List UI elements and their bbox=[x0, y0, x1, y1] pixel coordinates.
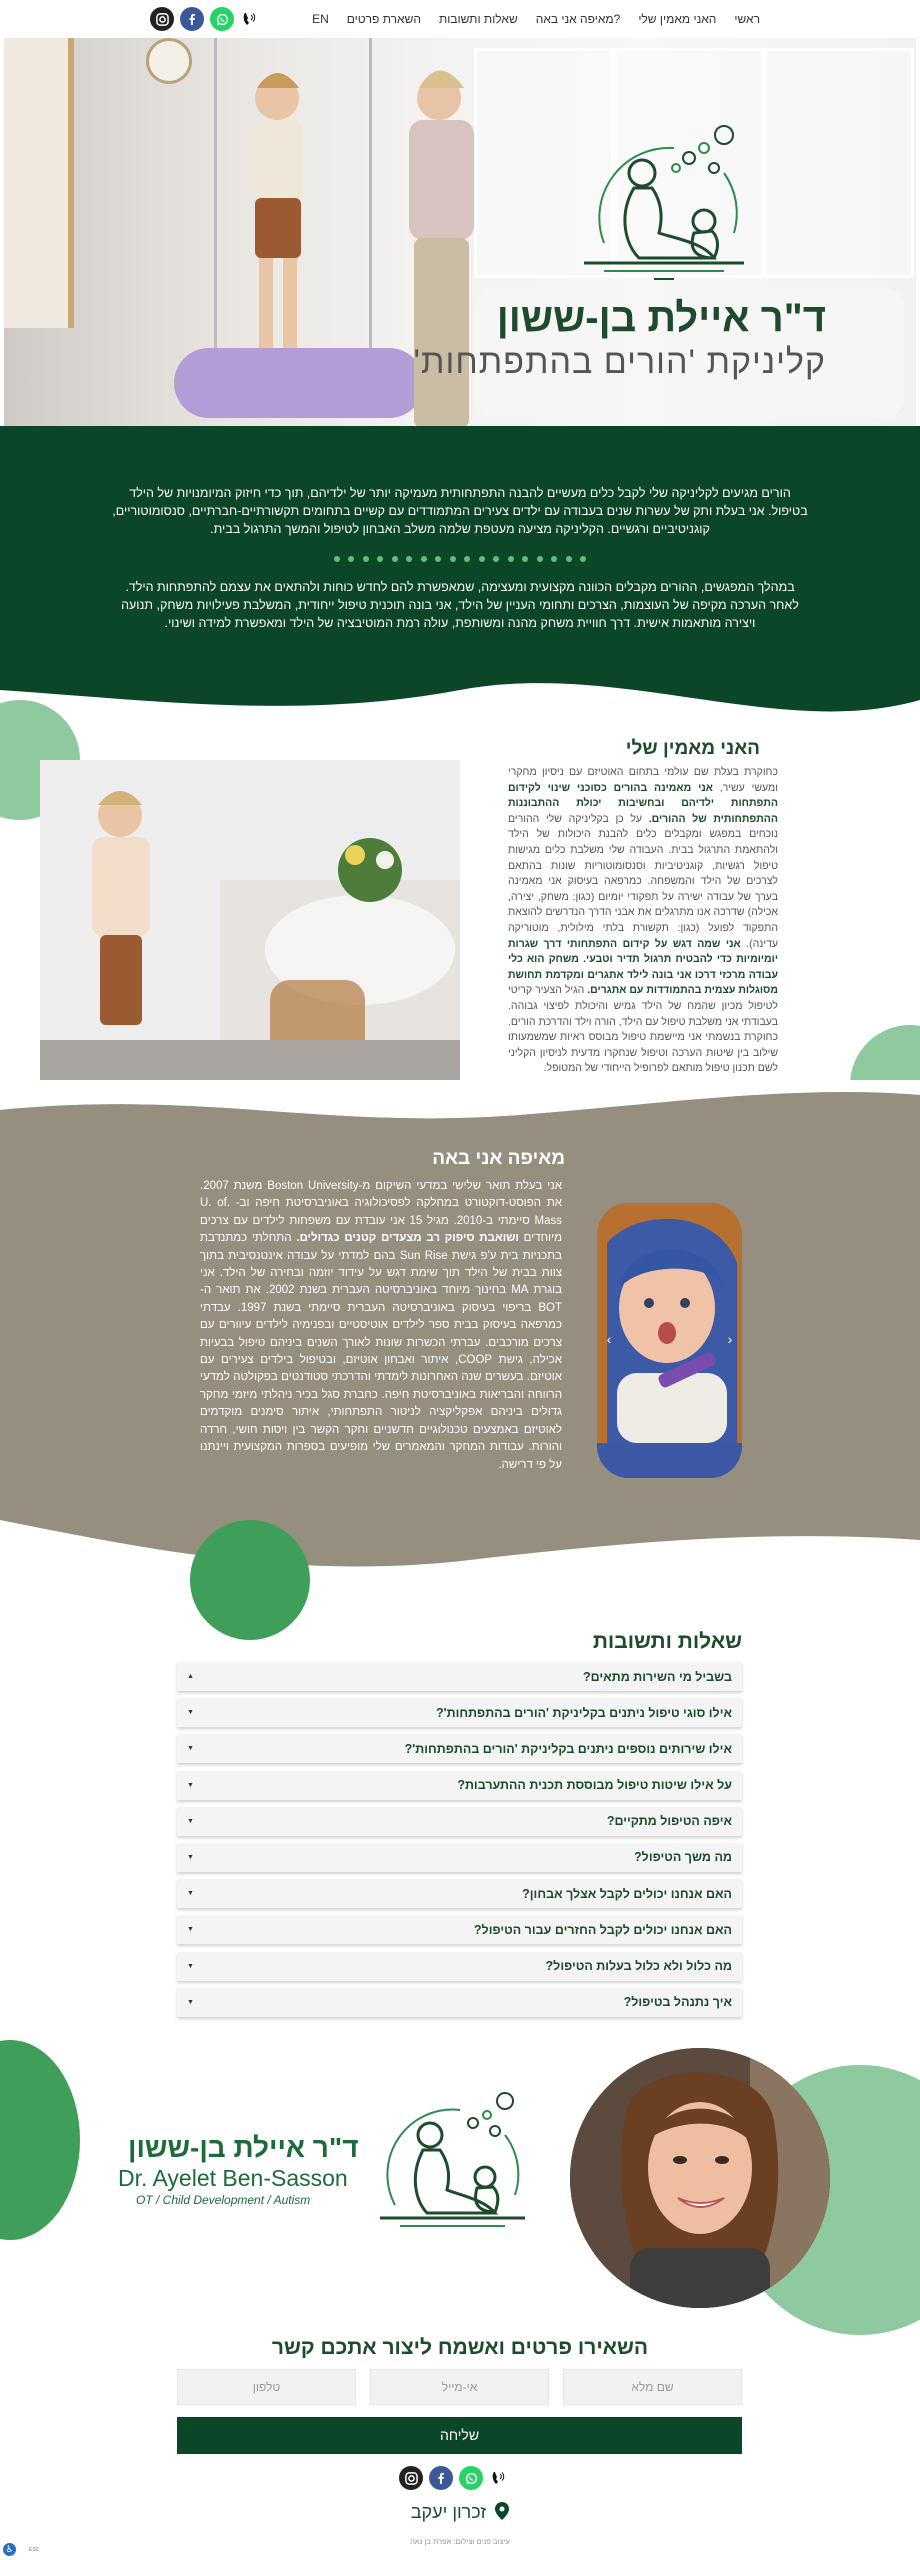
divider-dot bbox=[522, 556, 528, 562]
text-segment: ושואבת סיפוק רב מצעדים קטנים כגדולים. bbox=[296, 1232, 519, 1245]
faq-question: בשביל מי השירות מתאים? bbox=[583, 1669, 732, 1684]
caret-up-icon: ▲ bbox=[187, 1673, 194, 1680]
profile-photo bbox=[570, 2048, 830, 2308]
caret-down-icon: ▼ bbox=[187, 1998, 194, 2006]
whatsapp-icon[interactable] bbox=[459, 2466, 483, 2490]
divider-dot bbox=[580, 556, 586, 562]
divider-dot bbox=[493, 556, 499, 562]
location bbox=[0, 2502, 920, 2523]
text-segment: אני שמה דגש על קידום התפתחותי דרך שגרות יומיומיות כדי להבטיח תרגול תדיר וטבעי. משחק הוא כלי עבודה מרכזי דרכו אני בונה לילד אתגרים ומקדמת תחושת מסוגלות עצמית בהתמודדות עם אתגרים. bbox=[508, 937, 778, 997]
hero-title: ד"ר איילת בן-ששון bbox=[496, 296, 826, 340]
contact-title: השאירו פרטים ואשמח ליצור אתכם קשר bbox=[271, 2336, 649, 2359]
faq-item[interactable] bbox=[177, 1843, 742, 1872]
text-segment: כחוקרת בעלת שם עולמי בתחום האוטיזם עם ניסיון מחקרי ומעשי עשיר, bbox=[508, 766, 778, 794]
caret-down-icon: ▼ bbox=[187, 1817, 194, 1825]
divider-dot bbox=[377, 556, 383, 562]
divider-dot bbox=[551, 556, 557, 562]
divider-dot bbox=[537, 556, 543, 562]
caret-down-icon: ▼ bbox=[187, 1926, 194, 1934]
about-title: האני מאמין שלי bbox=[625, 738, 760, 759]
footer-social-links bbox=[399, 2466, 507, 2490]
faq-item[interactable] bbox=[177, 1807, 742, 1836]
faq-item[interactable] bbox=[177, 1771, 742, 1800]
nav-item-home[interactable]: ראשי bbox=[734, 12, 760, 26]
faq-question: על אילו שיטות טיפול מבוססת תכנית ההתערבות? bbox=[457, 1778, 732, 1793]
hero-photo-child bbox=[229, 58, 324, 368]
text-segment: אני בעלת תואר שלישי במדעי השיקום מ-Boston University משנת 2007. את הפוסט-דוקטורט במחלקה לפסיכולוגיה באוניברסיטת חיפה וב- .U. of Mass סיימתי ב-2010. מגיל 15 אני עובדת עם משפחות לילדים עם צרכים מיוחדים bbox=[200, 1180, 563, 1245]
caret-down-icon: ▼ bbox=[187, 1709, 194, 1717]
nav-social-links bbox=[150, 7, 258, 31]
caret-down-icon: ▼ bbox=[187, 1962, 194, 1970]
email-field[interactable] bbox=[370, 2369, 549, 2405]
divider-dot bbox=[406, 556, 412, 562]
faq-title: שאלות ותשובות bbox=[592, 1630, 742, 1653]
decorative-circle bbox=[190, 1520, 310, 1640]
facebook-icon[interactable] bbox=[180, 7, 204, 31]
decorative-circle bbox=[0, 2040, 80, 2240]
top-navigation bbox=[0, 0, 920, 38]
faq-question: מה משך הטיפול? bbox=[634, 1850, 732, 1865]
faq-item[interactable] bbox=[177, 1734, 742, 1763]
faq-question: איך נתנהל בטיפול? bbox=[623, 1995, 732, 2010]
text-segment: התחלתי כמתנדבת בתכניות בית ע'פ גישת Sun Rise בהם למדתי על עבודה אינטנסיבית בתוך צוות בבית של הילד תוך שימת דגש על עידוד יוזמה ובחירה של הילד. אני בוגרת MA בחינוך מיוחד באוניברסיטה העברית בשנת 2002. את תואר ה- BOT בריפוי בעיסוק באוניברסיטה העברית סיימתי בשנת 1997. עבדתי כמרפאה בעיסוק בבית ספר לילדים אוטיסטיים ובפנימיה לילדים עיוורים עם צרכים מורכבים. עברתי הכשרות שונות לאורך השנים ביניהם טיפול בבעיות אכילה, גישת COOP, איתור ואבחון אוטיזם, ובטיפול בילדים צעירים עם אוטיזם. בעשרים שנה האחרונות לימדתי והדרכתי סטודנטים בפקולטה למדעי הרווחה והבריאות באוניברסיטת חיפה. כחברת סגל בכיר ניהלתי מיזמי מחקר גדולים ביניהם אפקליקציה לניטור התפתחותי, איתור סימנים מוקדמים לאוטיזם באמצעים טכנולוגיים חדשניים וחקר הקשר בין ויסות חושי, חרדה והורות. עבודות המחקר והמאמרים שלי מופיעים בספרות המקצועית ויינתנו על פי דרישה. bbox=[200, 1232, 563, 1471]
phone-field[interactable] bbox=[177, 2369, 356, 2405]
divider-dot bbox=[392, 556, 398, 562]
profile-name-english: Dr. Ayelet Ben-Sasson bbox=[118, 2165, 348, 2191]
hero-subtitle: קליניקת 'הורים בהתפתחות' bbox=[413, 343, 826, 381]
faq-item[interactable] bbox=[177, 1952, 742, 1981]
intro-paragraph-2: במהלך המפגשים, ההורים מקבלים הכוונה מקצועית ומעצימה, שמאפשרת להם לחדש כוחות ולהתאים את עצמם להתפתחות הילד. לאחר הערכה מקיפה של העוצמות, הצרכים ותחומי העניין של הילד, אני בונה תוכנית טיפול ייחודית, המשלבת פעילויות משחק, תנועה ויצירה מותאמות אישית. דרך חוויית משחק מהנה ומשותפת, עולה רמת המוטיבציה של הילד ומאפשרת למידה ושינוי. bbox=[121, 580, 799, 630]
caret-down-icon: ▼ bbox=[187, 1853, 194, 1861]
phone-icon[interactable] bbox=[240, 7, 258, 31]
wave-divider bbox=[0, 1500, 920, 1600]
submit-button[interactable]: שליחה bbox=[177, 2417, 742, 2454]
faq-item[interactable] bbox=[177, 1662, 742, 1691]
accessibility-icon[interactable]: ♿ bbox=[3, 2543, 16, 2556]
photo-credit: עיצוב פנים וצילום: אפרת בן נאה bbox=[410, 2537, 510, 2546]
profile-name-hebrew: ד"ר איילת בן-ששון bbox=[128, 2132, 359, 2163]
about-text bbox=[508, 765, 778, 1077]
nav-item-contact[interactable]: השארת פרטים bbox=[346, 12, 421, 26]
intro-section bbox=[0, 426, 920, 676]
divider-dot bbox=[508, 556, 514, 562]
divider-dot bbox=[348, 556, 354, 562]
faq-question: איפה הטיפול מתקיים? bbox=[606, 1814, 732, 1829]
facebook-icon[interactable] bbox=[429, 2466, 453, 2490]
faq-question: מה כלול ולא כלול בעלות הטיפול? bbox=[545, 1959, 732, 1973]
faq-item[interactable] bbox=[177, 1915, 742, 1944]
hero-photo-clock bbox=[146, 38, 192, 84]
nav-item-background[interactable]: מאיפה אני באה? bbox=[535, 12, 621, 26]
full-name-field[interactable] bbox=[563, 2369, 742, 2405]
hero-photo-rope bbox=[214, 38, 217, 368]
carousel-prev-arrow[interactable]: ‹ bbox=[606, 1331, 612, 1347]
background-title: מאיפה אני באה bbox=[432, 1148, 565, 1169]
instagram-icon[interactable] bbox=[150, 7, 174, 31]
instagram-icon[interactable] bbox=[399, 2466, 423, 2490]
location-text: זכרון יעקב bbox=[410, 2502, 487, 2522]
nav-item-belief[interactable]: האני מאמין שלי bbox=[638, 12, 717, 26]
caret-down-icon: ▼ bbox=[187, 1745, 194, 1753]
esc-label: ESC bbox=[29, 2547, 40, 2553]
faq-question: האם אנחנו יכולים לקבל החזרים עבור הטיפול? bbox=[473, 1922, 732, 1937]
profile-tagline: OT / Child Development / Autism bbox=[136, 2193, 311, 2207]
whatsapp-icon[interactable] bbox=[210, 7, 234, 31]
faq-question: אילו סוגי טיפול ניתנים בקליניקת 'הורים בהתפתחות'? bbox=[435, 1705, 732, 1720]
about-photo bbox=[40, 760, 460, 1095]
wave-divider bbox=[0, 1080, 920, 1140]
clinic-logo bbox=[564, 113, 764, 288]
divider-dot bbox=[464, 556, 470, 562]
nav-menu bbox=[312, 0, 760, 38]
divider-dot bbox=[363, 556, 369, 562]
text-segment: הגיל הצעיר קריטי לטיפול מכיון שהמח של הילד גמיש והיכולת לפיצוי גבוהה. בעבודתי אני משלבת טיפול עם הילד, הורה וילד והדרכת הורים. כחוקרת בנשמתי אני מיישמת טיפול מבוסס ראיות שמשמעותו שילוב בין שיטות הערכה וטיפול שנחקרו מדעית לניסיון הקליני לשם תכנון טיפול מותאם לפרופיל הייחודי של המטופל. bbox=[508, 984, 778, 1075]
divider-dot bbox=[450, 556, 456, 562]
hero-photo-shelf bbox=[4, 38, 74, 328]
faq-question: אילו שירותים נוספים ניתנים בקליניקת 'הורים בהתפתחות'? bbox=[404, 1741, 732, 1756]
text-segment: על כן בקליניקה שלי ההורים נוכחים במפגש ומקבלים כלים להבנת היכולות של הילד ולהתאמת התרגול בבית. העבודה שלי משלבת כלים מגישות טיפול רגשיות, קוגניטיביות וסנסומוטוריות שונות בהתאם לצרכים של הילד והמשפחה. כמרפאה בעיסוק אני מאמינה בערך של עבודה ישירה על תפקודי יומיום (כגון: משחק, יצירה, אכילה) שדרכה אנו מתרגלים את אבני הדרך הנדרשים להוצאת התפקוד לפועל (כגון: תקשורת בלתי מילולית, מוטוריקה עדינה). bbox=[508, 812, 778, 950]
hero-photo-window bbox=[764, 48, 914, 278]
childhood-photo[interactable] bbox=[597, 1203, 742, 1478]
text-segment: אני מאמינה בהורים כסוכני שינוי לקידום התפתחות ילדיהם ובחשיבות יכולת ההתבוננות ההתפתחותית של ההורים. bbox=[508, 781, 778, 825]
divider-dot bbox=[566, 556, 572, 562]
faq-question: האם אנחנו יכולים לקבל אצלך אבחון? bbox=[522, 1886, 732, 1901]
divider-dot bbox=[479, 556, 485, 562]
phone-icon[interactable] bbox=[489, 2466, 507, 2490]
faq-item[interactable] bbox=[177, 1988, 742, 2017]
faq-accordion bbox=[177, 1662, 742, 2024]
divider-dot bbox=[421, 556, 427, 562]
divider-dot bbox=[334, 556, 340, 562]
hero-photo-rope bbox=[369, 38, 372, 368]
hero-banner bbox=[4, 38, 916, 426]
divider-dot bbox=[435, 556, 441, 562]
dot-divider bbox=[0, 556, 920, 562]
faq-item[interactable] bbox=[177, 1879, 742, 1908]
profile-logo bbox=[365, 2085, 535, 2235]
faq-item[interactable] bbox=[177, 1698, 742, 1727]
wave-divider bbox=[0, 660, 920, 740]
contact-form-fields bbox=[177, 2369, 742, 2405]
caret-down-icon: ▼ bbox=[187, 1781, 194, 1789]
nav-item-faq[interactable]: שאלות ותשובות bbox=[438, 12, 518, 26]
carousel-next-arrow[interactable]: › bbox=[727, 1331, 733, 1347]
map-pin-icon bbox=[495, 2502, 509, 2520]
nav-item-language[interactable]: EN bbox=[312, 12, 329, 26]
background-text bbox=[200, 1178, 562, 1474]
caret-down-icon: ▼ bbox=[187, 1890, 194, 1898]
intro-paragraph-1: הורים מגיעים לקליניקה שלי לקבל כלים מעשיים להבנה התפתחותית מעמיקה יותר של ילדיהם, תוך כדי חיזוק המיומנויות של הילד בטיפול. אני בעלת ותק של עשרות שנים בעבודה עם ילדים צעירים המתמודדים עם קשיים בתחומים תקשורתיים-חברתיים, סנסומוטוריים, קוגניטיביים ורגשיים. הקליניקה מציעה מעטפת שלמה משלב האבחון לטיפול והמשך התרגול בבית. bbox=[112, 486, 808, 536]
